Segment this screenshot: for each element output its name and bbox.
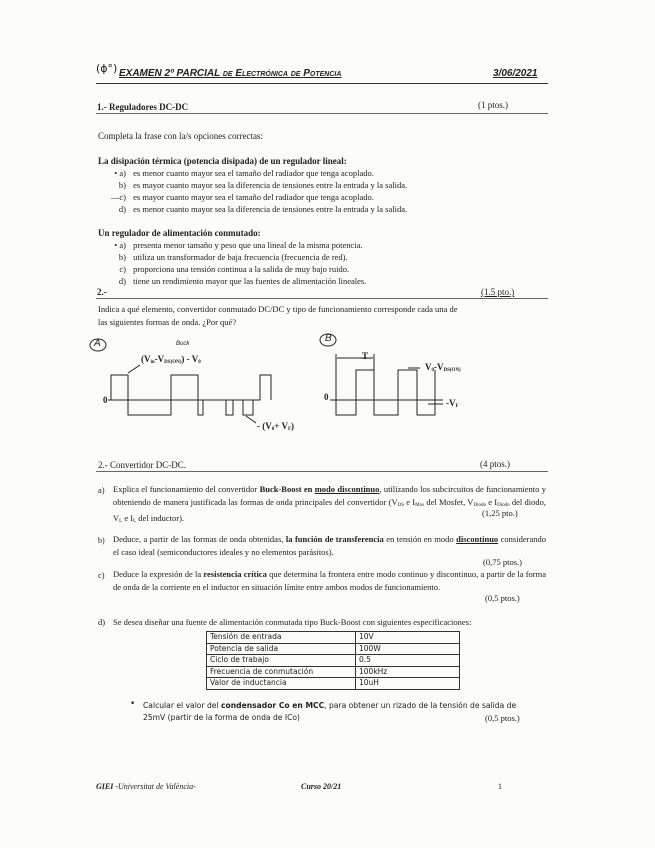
q2b-a-points: (1,25 pto.) xyxy=(482,508,518,518)
option-row: • a) presenta menor tamaño y peso que una lineal de la misma potencia. xyxy=(114,240,363,250)
q1-block2-title: Un regulador de alimentación conmutado: xyxy=(98,228,261,238)
q2b-a-label: a) xyxy=(98,485,105,495)
q2b-b-points: (0,75 ptos.) xyxy=(483,557,522,567)
q2b-d-text: Se desea diseñar una fuente de alimentación conmutada tipo Buck-Boost con siguientes especificaciones: xyxy=(113,617,472,627)
handwritten-note: Buck xyxy=(176,341,190,347)
q2b-b-label: b) xyxy=(98,536,105,545)
q2b-d-label: d) xyxy=(98,617,106,627)
wave-b-top-label: $V_0-V_{DS(ON)}$ xyxy=(425,362,461,373)
spec-table xyxy=(206,631,460,690)
waveform-b xyxy=(318,330,498,420)
logo-mark: (ϕ°) xyxy=(96,62,118,75)
top-label-leader xyxy=(128,365,140,373)
table-row: Ciclo de trabajo 0.5 xyxy=(207,655,460,667)
option-row: c) proporciona una tensión continua a la salida de muy bajo ruido. xyxy=(119,264,350,274)
q2b-a-text: Explica el funcionamiento del convertidor Buck-Boost en modo discontinuo, utilizando los subcircuitos de funcionamiento y obteniendo de manera justificada las formas de onda principales del convertidor ($V_{DS}$ e $I_{Mos}$ del Mosfet, $V_{Diodo}$ e $I_{Diodo}$ del diodo, $V_L$ e $I_L$ del inductor). xyxy=(113,484,547,525)
circle-a-label: A xyxy=(94,338,101,349)
q2b-d-points: (0,5 ptos.) xyxy=(485,713,520,723)
exam-title: EXAMEN 2º PARCIAL de Electrónica de Potencia xyxy=(119,68,342,79)
q2b-c-label: c) xyxy=(98,570,105,580)
table-row: Tensión de entrada 10V xyxy=(207,632,460,644)
q2a-rule xyxy=(96,298,548,299)
footer-page-number: 1 xyxy=(498,782,502,791)
q2b-rule xyxy=(96,471,548,472)
wave-b-zero-label: 0 xyxy=(324,392,329,402)
q1-heading: 1.- Reguladores DC-DC xyxy=(97,102,189,112)
q2b-d-bullet-line2: 25mV (partir de la forma de onda de ICo) xyxy=(143,713,301,722)
option-row: b) utiliza un transformador de baja frecuencia (frecuencia de red). xyxy=(118,252,348,262)
table-row: Valor de inductancia 10uH xyxy=(207,678,460,690)
q2b-heading: 2.- Convertidor DC-DC. xyxy=(98,460,186,470)
wave-a-top-label: $(V_{in}-V_{DS(ON)}) - V_0$ xyxy=(141,354,201,365)
table-row: Potencia de salida 100W xyxy=(207,643,460,655)
wave-a-bottom-label: - $(V_0+ V_F)$ xyxy=(257,421,295,432)
bottom-label-leader xyxy=(246,416,256,423)
option-row: d) es menor cuanto mayor sea la diferencia de tensiones entre la entrada y la salida. xyxy=(118,204,408,214)
circle-b-label: B xyxy=(325,333,332,344)
q1-block1-title: La disipación térmica (potencia disipada) de un regulador lineal: xyxy=(98,156,347,166)
q2b-d-bullet-line1: Calcular el valor del condensador Co en MCC, para obtener un rizado de la tensión de salida de xyxy=(143,701,517,710)
bullet-icon: • xyxy=(130,699,136,709)
option-row: b) es mayor cuanto mayor sea la diferencia de tensiones entre la entrada y la salida. xyxy=(118,180,408,190)
footer-institution: GIEI -Universitat de València- xyxy=(96,782,196,791)
option-row: • a) es menor cuanto mayor sea el tamaño del radiador que tenga acoplado. xyxy=(114,168,374,178)
q2a-text-line2: las siguientes formas de onda. ¿Por qué? xyxy=(98,317,237,327)
wave-b-bottom-label: $-V_F$ xyxy=(446,398,459,409)
wave-b-period-label: T xyxy=(362,351,369,361)
q2a-text-line1: Indica a qué elemento, convertidor conmutado DC/DC y tipo de funcionamiento corresponde cada una de xyxy=(98,304,458,314)
q2b-c-points: (0,5 ptos.) xyxy=(485,593,520,603)
exam-date: 3/06/2021 xyxy=(493,68,538,79)
q2b-c-text: Deduce la expresión de la resistencia crítica que determina la frontera entre modo continuo y discontinuo, a partir de la forma de onda de la corriente en el inductor en situación límite entre ambos modos de funcionamiento. xyxy=(113,569,546,592)
q2b-points: (4 ptos.) xyxy=(480,459,510,469)
table-row: Frecuencia de conmutación 100kHz xyxy=(207,666,460,678)
q2a-points: (1.5 pto.) xyxy=(481,287,515,297)
waveform-a-trace xyxy=(111,375,271,415)
q2b-b-text: Deduce, a partir de las formas de onda obtenidas, la función de transferencia en tensión en modo discontinuo considerando el caso ideal (semiconductores ideales y no elementos parásitos). xyxy=(113,534,546,557)
wave-a-zero-label: 0 xyxy=(103,395,108,405)
q1-points: (1 ptos.) xyxy=(478,100,508,110)
header-rule xyxy=(96,83,548,84)
q2a-heading: 2.- xyxy=(97,287,107,297)
q1-rule xyxy=(96,113,548,114)
q1-instruction: Completa la frase con la/s opciones correctas: xyxy=(98,131,263,141)
option-row: d) tiene un rendimiento mayor que las fuentes de alimentación lineales. xyxy=(118,276,367,286)
waveform-b-trace xyxy=(336,370,435,415)
footer-course: Curso 20/21 xyxy=(301,782,342,791)
option-row: —c) es mayor cuanto mayor sea el tamaño del radiador que tenga acoplado. xyxy=(110,192,374,202)
